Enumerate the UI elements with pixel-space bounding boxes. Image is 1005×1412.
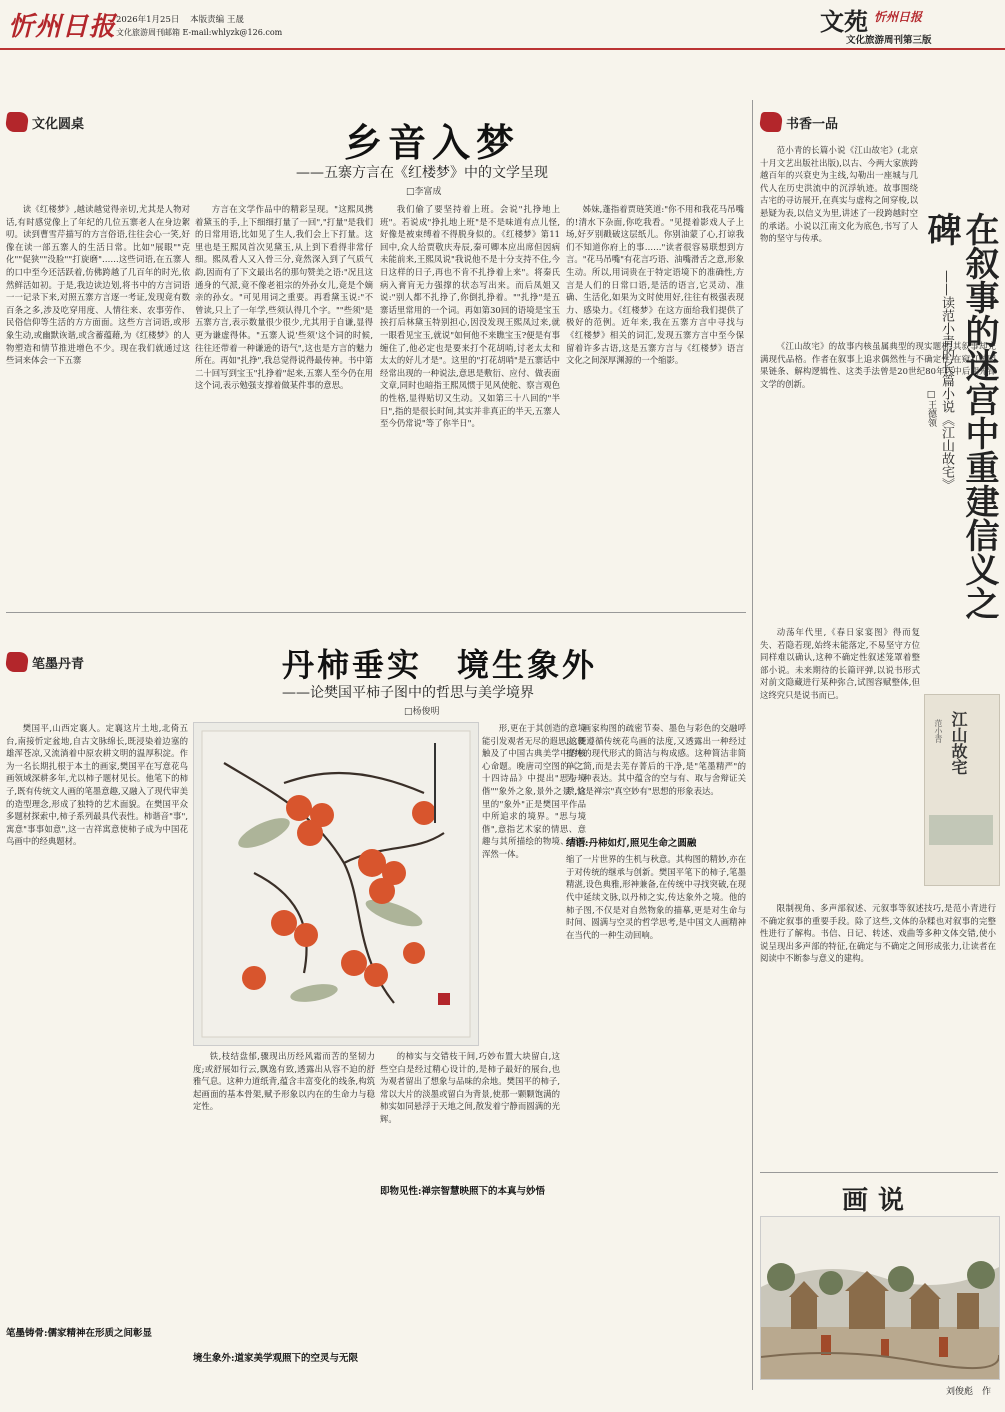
column-line: 文化旅游周刊邮箱 E-mail:whlyzk@126.com xyxy=(116,28,283,37)
section-heading-4: 结语:丹柿如灯,照见生命之圆融 xyxy=(566,837,697,849)
article2-col4 xyxy=(566,722,746,1388)
book-review-subtitle: ——读范小青的长篇小说《江山故宅》 xyxy=(939,270,954,491)
masthead-rule xyxy=(0,48,1005,50)
right-title: 文苑 xyxy=(820,7,868,36)
article2-col3 xyxy=(380,1050,560,1388)
huashuo-painting xyxy=(760,1216,1000,1380)
persimmon-painting xyxy=(193,722,479,1046)
kicker-mark-icon xyxy=(5,112,30,132)
masthead xyxy=(8,4,998,46)
article1-byline: □李富成 xyxy=(406,187,442,197)
huashuo-title: 画说 xyxy=(842,1186,915,1216)
book-title: 江山故宅 xyxy=(949,711,968,775)
article2-subtitle: ——论樊国平柿子图中的哲思与美学境界 xyxy=(282,685,534,701)
date-line xyxy=(116,13,244,25)
article1-subtitle: ——五寨方言在《红楼梦》中的文学呈现 xyxy=(296,165,548,181)
right-sub: 文化旅游周刊第三版 xyxy=(846,35,932,46)
right-text-low: 动荡年代里,《春日家宴图》得而复失、若隐若现,始终未能落定,不易坚守方位同样难以确认,这种不确定性叙述笼罩着整部小说。未来期待的长篇评弹,以说书形式对前文隐藏进行某种弥合,试图容赋整体,但这终究只是说书而已。 xyxy=(760,627,920,700)
section-heading-1: 笔墨铸骨:儒家精神在形质之间彰显 xyxy=(6,1327,153,1339)
section-heading-3: 即物见性:禅宗智慧映照下的本真与妙悟 xyxy=(380,1185,546,1197)
kicker-mark-icon xyxy=(5,652,30,672)
article2-col3b-text: 的柿实与交错枝干间,巧妙布置大块留白,这些空白是经过精心设计的,是柿子最好的展台,也为观者留出了想象与品味的余地。樊国平的柿子,常以大片的淡墨或留白为背景,使那一颗颗饱满的柿实如同悬浮于天地之间,散发着宁静而圆满的光辉。 xyxy=(380,1051,560,1124)
editor-text: 本版责编 王晟 xyxy=(190,15,244,25)
article2-col2b xyxy=(193,1050,375,1388)
article2-col4-text: 缩了一片世界的生机与秋意。其构图的精妙,亦在于对传统的继承与创新。樊国平笔下的柿子,笔墨精湛,设色典雅,形神兼备,在传统中寻找突破,在现代中延续文脉,以丹柿之实,传达象外之境。他的柿子图,不仅是对自然物象的描摹,更是对生命与时间、圆满与空灵的哲学思考,是中国文人画精神在当代的一种生动回响。 xyxy=(566,854,746,940)
right-logo: 忻州日报 xyxy=(874,10,923,24)
article2-col1 xyxy=(6,722,188,1382)
kicker-shuxiang xyxy=(760,112,838,132)
article1-col4: 姊妹,蓬指着贾琏笑道:"你不用和我花马吊嘴的!清水下杂面,你吃我看。"见提着影戏人子上场,好歹别戳破这层纸儿。你别油蒙了心,打谅我们不知道你府上的事……"读者很容易联想到方言。"花马吊嘴"有花言巧语、油嘴滑舌之意,形象生动。所以,用词贵在于特定语境下的准确性,方言是人们的日常口语,是活的语言,它灵动、准确、生活化,如果为文时使用好,往往有极强表现力、感染力。《红楼梦》在这方面给我们提供了极好的范例。近年来,我在五寨方言中寻找与《红楼梦》相关的词汇,发现五寨方言中至今保留着许多古语,这是五寨方言与《红楼梦》语言文化之间深厚渊源的一个缩影。 xyxy=(566,204,744,366)
kicker-label: 笔墨丹青 xyxy=(32,656,85,672)
divider-horizontal xyxy=(6,612,746,613)
divider-vertical xyxy=(752,100,753,1390)
book-cover-art xyxy=(929,815,993,845)
section-heading-2: 境生象外:道家美学观照下的空灵与无限 xyxy=(193,1352,359,1364)
right-text-top: 范小青的长篇小说《江山故宅》(北京十月文艺出版社出版),以古、今两大家族跨越百年的兴衰史为主线,勾勒出一座城与几代人在历史洪流中的沉浮轨迹。故事围绕古宅的寻访展开,在真实与虚构之间穿梭,以悬疑为表,以信义为里,讲述了一段跨越时空的承诺。小说以江南文化为底色,书写了人物的坚守与传承。 xyxy=(760,145,918,244)
article2-col1-text: 樊国平,山西定襄人。定襄这片土地,北倚五台,南接忻定盆地,自古文脉绵长,既浸染着边塞的雄浑苍凉,又流淌着中原农耕文明的温厚积淀。作为一名长期扎根于本土的画家,樊国平在写意花鸟画领域深耕多年,尤以柿子题材见长。他笔下的柿子,既有传统文人画的笔墨意趣,又融入了现代审美的造型理念,形成了独特的艺术面貌。在樊国平众多题材探索中,柿子系列最具代表性。柿谐音"事",寓意"事事如意",这一吉祥寓意使柿子成为中国花鸟画中的经典题材。 xyxy=(6,723,188,847)
article1-col1: 读《红楼梦》,越读越觉得亲切,尤其是人物对话,有时感觉像上了年纪的几位五寨老人在身边絮叨。读到曹雪芹描写的方言俗语,往往会心一笑,好像在读一部五寨人的生活日常。比如"展眼""克化""促狭""没脸""打旋磨"……这些词语,在五寨人的口中至今还活跃着,仿佛跨越了几百年的时光,依然鲜活如初。于是,我边读边划,将书中的方言词语一一记录下来,对照五寨方言逐一考证,发现竟有数百条之多,涉及吃穿用度、人情往来、农事劳作、民俗信仰等生活的方方面面。这些方言词语,或形象生动,或幽默诙谐,或含蓄蕴藉,为《红楼梦》的人物塑造和情节推进增色不少。现在我们就通过这些词来体会一下五寨 xyxy=(6,204,190,366)
masthead-logo: 忻州日报 xyxy=(8,12,117,42)
article2-col2a: 形,更在于其创造的意境能引发观者无尽的遐思,这便触及了中国古典美学中的核心命题。晚唐司空图的《二十四诗品》中提出"思与境偕""象外之象,景外之景",这里的"象外"正是樊国平作品中所追求的境界。"思与境偕",意指艺术家的情思、意趣与其所描绘的物境、画境浑然一体。 xyxy=(482,723,586,859)
book-review-title: 在叙事的迷宫中重建信义之碑 xyxy=(921,212,999,620)
article2-col2b-text: 铁,枝结盘郁,骤现出历经风霜而苦的坚韧力度;或舒展如行云,飘逸有致,透露出从容不迫的舒雅气息。这种力道纸背,蕴含丰富变化的线条,构筑起画面的基本骨架,赋予形象以内在的生命力与稳定性。 xyxy=(193,1051,375,1112)
kicker-wenhua xyxy=(6,112,84,132)
right-text-mid: 《江山故宅》的故事内核虽属典型的现实题材,其叙事却充满现代品格。作者在叙事上追求偶然性与不确定性,在窥打破因果链条、解构逻辑性、这类手法曾是20世纪80年代中后期先锋文学的创新。 xyxy=(760,341,996,389)
right-text-bottom: 限制视角、多声部叙述、元叙事等叙述技巧,是范小青进行不确定叙事的重要手段。除了这些,文体的杂糅也对叙事的完整性进行了解构。书信、日记、转述、戏曲等多种文体交错,使小说呈现出多声部的特征,在确定与不确定之间形成张力,让读者在阅读中不断参与意义的建构。 xyxy=(760,903,996,964)
article1-col2: 方言在文学作品中的精彩呈现。"这熙凤携着黛玉的手,上下细细打量了一回","打量"是我们的日常用语,比如见了生人,我们会上下打量。这里也是王熙凤首次见黛玉,从上到下看得非常仔细。熙凤看人又入骨三分,竟然深入到了气质气韵,因而有了下文最出名的那句赞美之语:"况且这通身的气派,竟不像老祖宗的外孙女儿,竟是个嫡亲的孙女。"可见用词之重要。再看黛玉说:"不曾读,只上了一年学,些须认得几个字。""些须"是五寨方言,表示数量很少很少,尤其用于自谦,显得更为谦虚得体。"五寨人说'些须'这个词的时候,往往还带着一种谦逊的语气",这也是方言的魅力所在。再如"扎挣",我总觉得说得最传神。书中第二十回写到宝玉"扎挣着"起来,五寨人至今仍在用这个词,表示勉强支撑着做某件事的意思。 xyxy=(195,204,373,391)
article1-col3: 我们偷了要坚持着上班。会说"扎挣地上班"。若说成"挣扎地上班"是不是味道有点儿怪,好像是被束缚着不得脱身似的。《红楼梦》第11回中,众人给贾敬庆寿辰,秦可卿本应出席但因病未能前来,王熙凤说"我说他不是十分支持不住,今日这样的日子,再也不肯不扎挣着上来"。将秦氏病入膏肓无力强撑的状态写出来。而后凤姐又说:"别人都不扎挣了,你倒扎挣着。""扎挣"是五寨话里常用的一个词。再如第30回的语境是宝玉挨打后林黛玉特别担心,因没发现王熙凤过来,就一眼看见宝玉,就说"如何他不来瞧宝玉?便是有事缠住了,他必定也是要来打个花胡哨,讨老太太和太太的好儿才是"。这里的"打花胡哨"是五寨话中经常出现的一种说法,意思是敷衍、应付、做表面文章,同时也暗指王熙凤惯于见风使舵、察言观色的性格,显得贴切又生动。又如第三十八回的"半日",指的是很长时间,其实并非真正的半天,五寨人至今仍常说"等了你半日"。 xyxy=(380,204,560,429)
book-cover xyxy=(924,694,1000,886)
book-review-byline: □王德领 xyxy=(926,390,936,427)
kicker-bimo xyxy=(6,652,84,672)
kicker-mark-icon xyxy=(759,112,784,132)
article1-title: 乡音入梦 xyxy=(344,120,521,165)
divider-huashuo xyxy=(760,1172,998,1173)
persimmon-svg xyxy=(194,723,478,1045)
article2-col3a-text: 画家构图的疏密节奏、墨色与彩色的交融呼应,既遵循传统花鸟画的法度,又透露出一种经过提纯的现代形式的简洁与构成感。这种简洁非简单之简,而是去芜存菁后的干净,是"笔墨精严"的另一种表达。其中蕴含的空与有、取与舍辩证关系,恰是禅宗"真空妙有"思想的形象表达。 xyxy=(566,723,746,796)
huashuo-credit: 刘俊彪 作 xyxy=(946,1387,992,1397)
huashuo-svg xyxy=(761,1217,999,1379)
kicker-label: 文化圆桌 xyxy=(32,116,85,132)
article2-title: 丹柿垂实 境生象外 xyxy=(282,646,598,684)
date-text: 2026年1月25日 xyxy=(116,15,180,25)
article2-byline: □杨俊明 xyxy=(404,707,440,717)
book-author: 范小青 xyxy=(934,719,943,743)
kicker-label: 书香一品 xyxy=(786,116,839,132)
